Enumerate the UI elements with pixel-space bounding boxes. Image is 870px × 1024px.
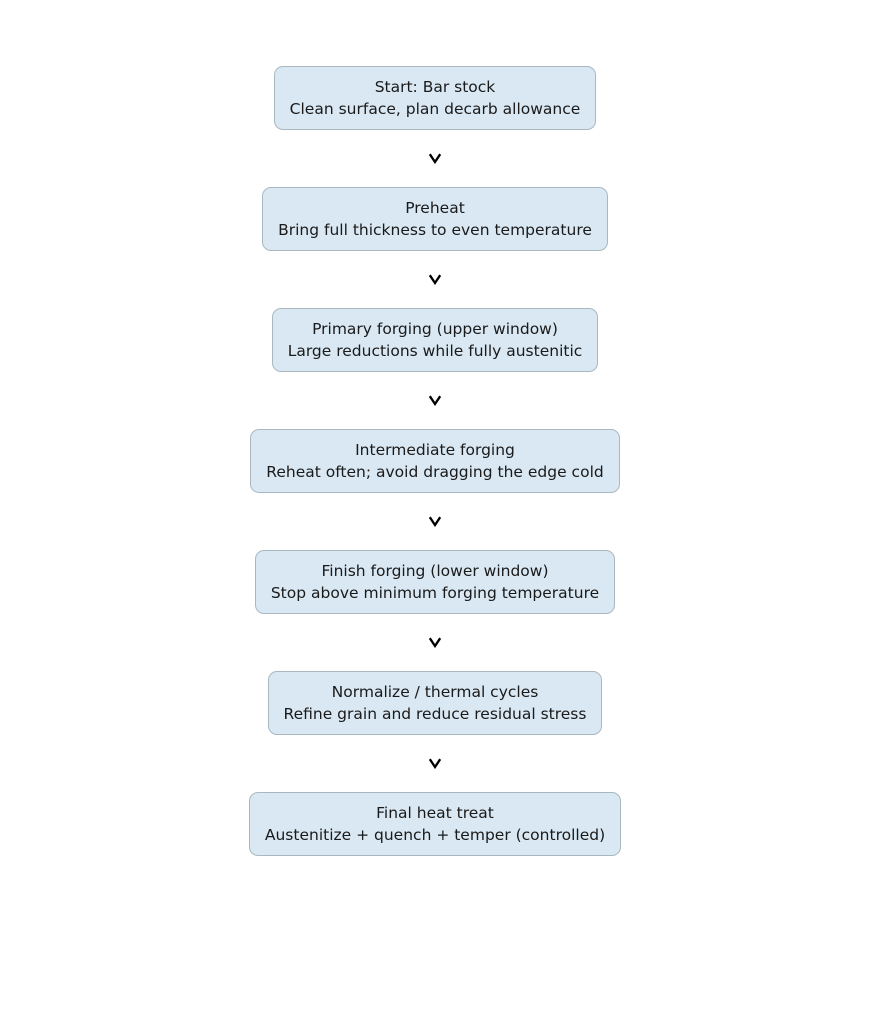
chevron-down-icon bbox=[428, 516, 442, 527]
chevron-down-icon bbox=[428, 153, 442, 164]
chevron-down-icon bbox=[428, 637, 442, 648]
step-title: Primary forging (upper window) bbox=[312, 320, 558, 338]
flow-step-normalize bbox=[268, 671, 603, 735]
flow-connector bbox=[428, 735, 442, 792]
chevron-down-icon bbox=[428, 758, 442, 769]
flow-step-finish-forging bbox=[255, 550, 615, 614]
flow-connector bbox=[428, 614, 442, 671]
step-subtitle: Large reductions while fully austenitic bbox=[287, 342, 583, 360]
chevron-down-icon bbox=[428, 274, 442, 285]
flow-step-preheat bbox=[262, 187, 608, 251]
flow-step-final-heat-treat bbox=[249, 792, 621, 856]
step-title: Preheat bbox=[405, 199, 465, 217]
flow-step-primary-forging bbox=[272, 308, 599, 372]
step-title: Final heat treat bbox=[376, 804, 494, 822]
flow-connector bbox=[428, 130, 442, 187]
step-subtitle: Bring full thickness to even temperature bbox=[278, 221, 592, 239]
step-subtitle: Reheat often; avoid dragging the edge cold bbox=[266, 463, 604, 481]
step-subtitle: Stop above minimum forging temperature bbox=[270, 584, 600, 602]
step-subtitle: Clean surface, plan decarb allowance bbox=[289, 100, 581, 118]
flow-connector bbox=[428, 251, 442, 308]
step-subtitle: Austenitize + quench + temper (controlled) bbox=[264, 826, 606, 844]
step-title: Intermediate forging bbox=[355, 441, 515, 459]
step-subtitle: Refine grain and reduce residual stress bbox=[283, 705, 587, 723]
flow-step-intermediate-forging bbox=[250, 429, 619, 493]
flow-connector bbox=[428, 493, 442, 550]
step-title: Finish forging (lower window) bbox=[321, 562, 549, 580]
flow-step-start bbox=[274, 66, 597, 130]
step-title: Normalize / thermal cycles bbox=[331, 683, 539, 701]
chevron-down-icon bbox=[428, 395, 442, 406]
step-title: Start: Bar stock bbox=[374, 78, 496, 96]
flow-connector bbox=[428, 372, 442, 429]
